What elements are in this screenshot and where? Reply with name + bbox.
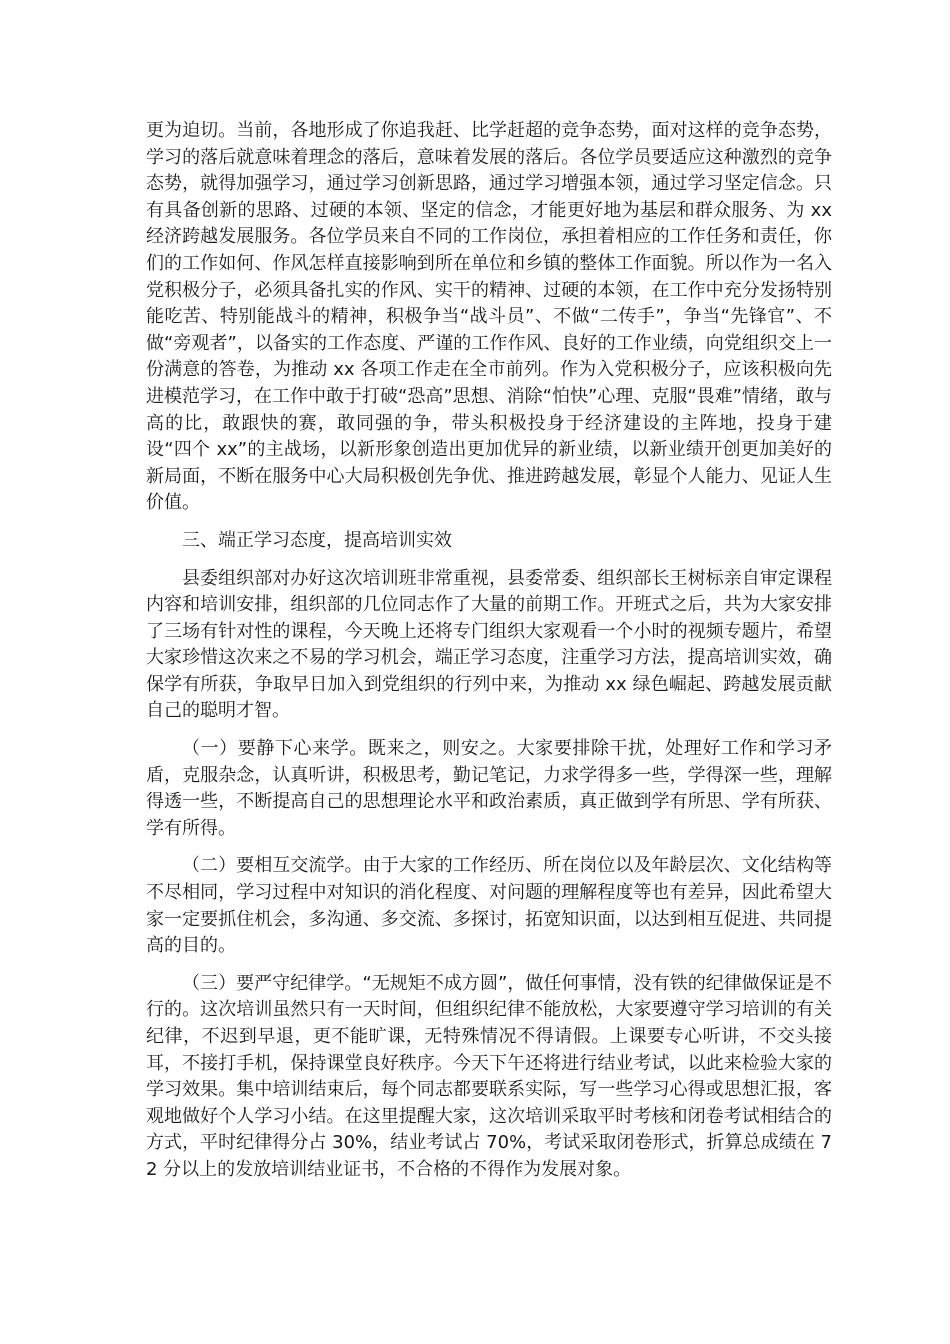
paragraph-point-two: （二）要相互交流学。由于大家的工作经历、所在岗位以及年龄层次、文化结构等不尽相同，学习过程中对知识的消化程度、对问题的理解程度等也有差异，因此希望大家一定要抓住机会，多沟通、多交流、多探讨，拓宽知识面，以达到相互促进、共同提高的目的。 [146,855,832,957]
section-heading: 三、端正学习态度，提高培训实效 [182,529,452,551]
paragraph-training-intro: 县委组织部对办好这次培训班非常重视，县委常委、组织部长王树标亲自审定课程内容和培训安排，组织部的几位同志作了大量的前期工作。开班式之后，共为大家安排了三场有针对性的课程，今天晚上还将专门组织大家观看一个小时的视频专题片，希望大家珍惜这次来之不易的学习机会，端正学习态度，注重学习方法，提高培训实效，确保学有所获，争取早日加入到党组织的行列中来，为推动 xx 绿色崛起、跨越发展贡献自己的聪明才智。 [146,567,832,722]
document-page [146,118,832,1184]
paragraph-continuation: 更为迫切。当前，各地形成了你追我赶、比学赶超的竞争态势，面对这样的竞争态势，学习的落后就意味着理念的落后，意味着发展的落后。各位学员要适应这种激烈的竞争态势，就得加强学习，通过学习创新思路，通过学习增强本领，通过学习坚定信念。只有具备创新的思路、过硬的本领、坚定的信念，才能更好地为基层和群众服务、为 xx 经济跨越发展服务。各位学员来自不同的工作岗位，承担着相应的工作任务和责任，你们的工作如何、作风怎样直接影响到所在单位和乡镇的整体工作面貌。所以作为一名入党积极分子，必须具备扎实的作风、实干的精神、过硬的本领，在工作中充分发扬特别能吃苦、特别能战斗的精神，积极争当“战斗员”、不做“二传手”，争当“先锋官”、不做“旁观者”，以备实的工作态度、严谨的工作作风、良好的工作业绩，向党组织交上一份满意的答卷，为推动 xx 各项工作走在全市前列。作为入党积极分子，应该积极向先进模范学习，在工作中敢于打破“恐高”思想、消除“怕快”心理、克服“畏难”情绪，敢与高的比，敢跟快的赛，敢同强的争，带头积极投身于经济建设的主阵地，投身于建设“四个 xx”的主战场，以新形象创造出更加优异的新业绩，以新业绩开创更加美好的新局面，不断在服务中心大局积极创先争优、推进跨越发展，彰显个人能力、见证人生价值。 [146,120,832,514]
paragraph-point-one: （一）要静下心来学。既来之，则安之。大家要排除干扰，处理好工作和学习矛盾，克服杂念，认真听讲，积极思考，勤记笔记，力求学得多一些，学得深一些，理解得透一些，不断提高自己的思想理论水平和政治素质，真正做到学有所思、学有所获、学有所得。 [146,738,832,839]
paragraph-point-three: （三）要严守纪律学。“无规矩不成方圆”，做任何事情，没有铁的纪律做保证是不行的。这次培训虽然只有一天时间，但组织纪律不能放松，大家要遵守学习培训的有关纪律，不迟到早退，更不能旷课，无特殊情况不得请假。上课要专心听讲，不交头接耳，不接打手机，保持课堂良好秩序。今天下午还将进行结业考试，以此来检验大家的学习效果。集中培训结束后，每个同志都要联系实际，写一些学习心得或思想汇报，客观地做好个人学习小结。在这里提醒大家，这次培训采取平时考核和闭卷考试相结合的方式，平时纪律得分占 30%，结业考试占 70%，考试采取闭卷形式，折算总成绩在 72 分以上的发放培训结业证书，不合格的不得作为发展对象。 [146,972,832,1180]
